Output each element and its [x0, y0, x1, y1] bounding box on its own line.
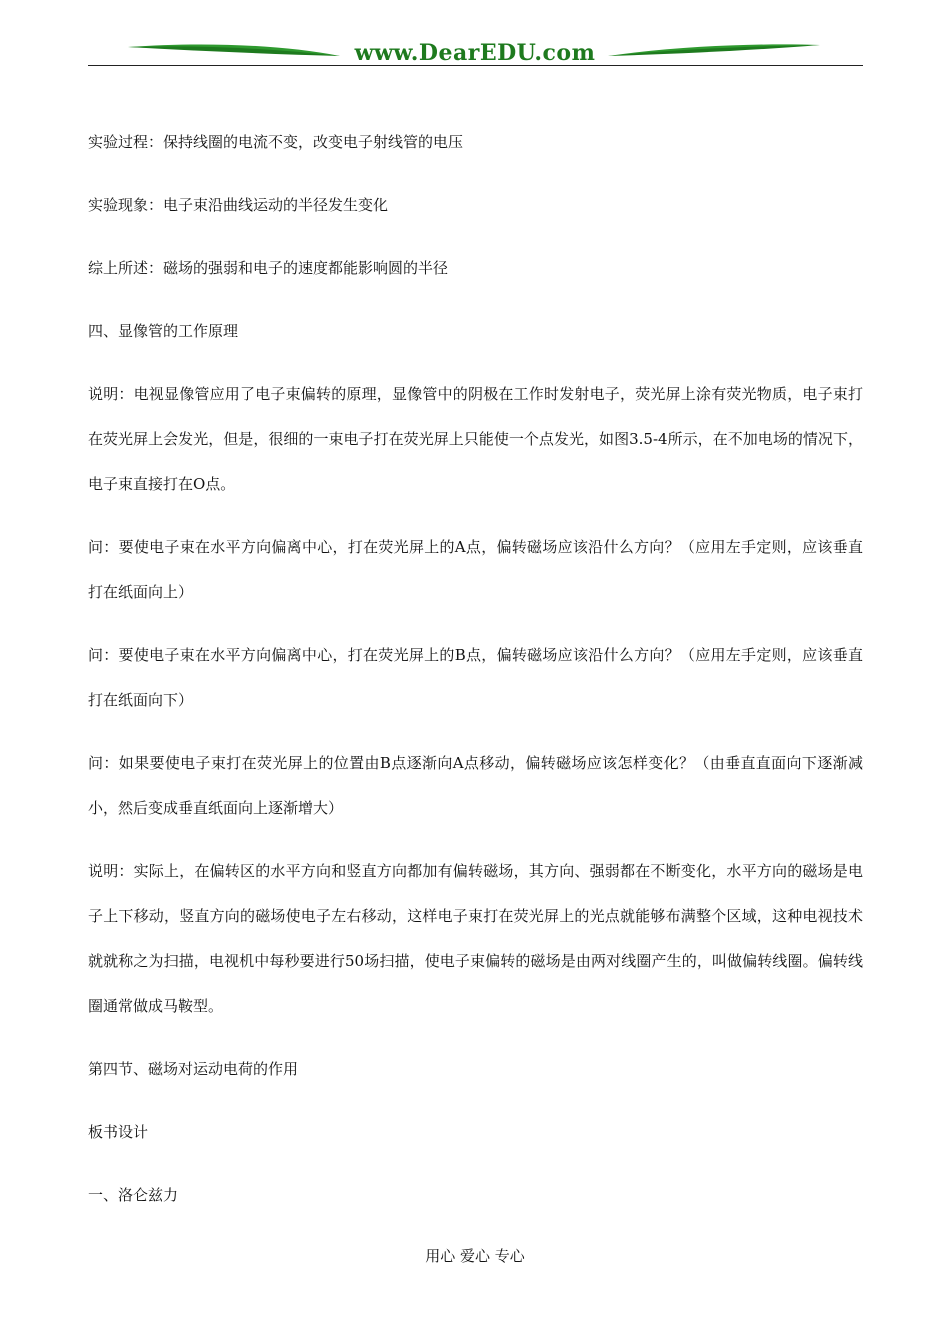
paragraph-experiment-phenomenon: 实验现象：电子束沿曲线运动的半径发生变化 — [88, 196, 389, 214]
document-body — [88, 120, 863, 1236]
paragraph-crt-explanation: 说明：电视显像管应用了电子束偏转的原理，显像管中的阴极在工作时发射电子，荧光屏上涂有荧光物质，电子束打在荧光屏上会发光，但是，很细的一束电子打在荧光屏上只能使一个点发光，如图3.5-4所示，在不加电场的情况下，电子束直接打在O点。 — [88, 385, 863, 493]
heading-lorentz-force: 一、洛仑兹力 — [88, 1186, 179, 1204]
paragraph-summary: 综上所述：磁场的强弱和电子的速度都能影响圆的半径 — [88, 259, 449, 277]
header-divider — [88, 65, 863, 66]
question-point-b: 问：要使电子束在水平方向偏离中心，打在荧光屏上的B点，偏转磁场应该沿什么方向？（应用左手定则，应该垂直打在纸面向下） — [88, 646, 863, 709]
heading-board-design: 板书设计 — [88, 1123, 149, 1141]
paragraph-scanning-explanation: 说明：实际上，在偏转区的水平方向和竖直方向都加有偏转磁场，其方向、强弱都在不断变化，水平方向的磁场是电子上下移动，竖直方向的磁场使电子左右移动，这样电子束打在荧光屏上的光点就能够布满整个区域，这种电视技术就就称之为扫描，电视机中每秒要进行50场扫描，使电子束偏转的磁场是由两对线圈产生的，叫做偏转线圈。偏转线圈通常做成马鞍型。 — [88, 862, 863, 1015]
question-point-a: 问：要使电子束在水平方向偏离中心，打在荧光屏上的A点，偏转磁场应该沿什么方向？（应用左手定则，应该垂直打在纸面向上） — [88, 538, 863, 601]
paragraph-experiment-process: 实验过程：保持线圈的电流不变，改变电子射线管的电压 — [88, 133, 464, 151]
page-footer: 用心 爱心 专心 — [425, 1247, 525, 1265]
site-name: www.DearEDU.com — [354, 40, 596, 66]
section-heading-crt-principle: 四、显像管的工作原理 — [88, 322, 239, 340]
section-heading-fourth: 第四节、磁场对运动电荷的作用 — [88, 1060, 299, 1078]
question-b-to-a: 问：如果要使电子束打在荧光屏上的位置由B点逐渐向A点移动，偏转磁场应该怎样变化？（由垂直直面向下逐渐减小，然后变成垂直纸面向上逐渐增大） — [88, 754, 863, 817]
